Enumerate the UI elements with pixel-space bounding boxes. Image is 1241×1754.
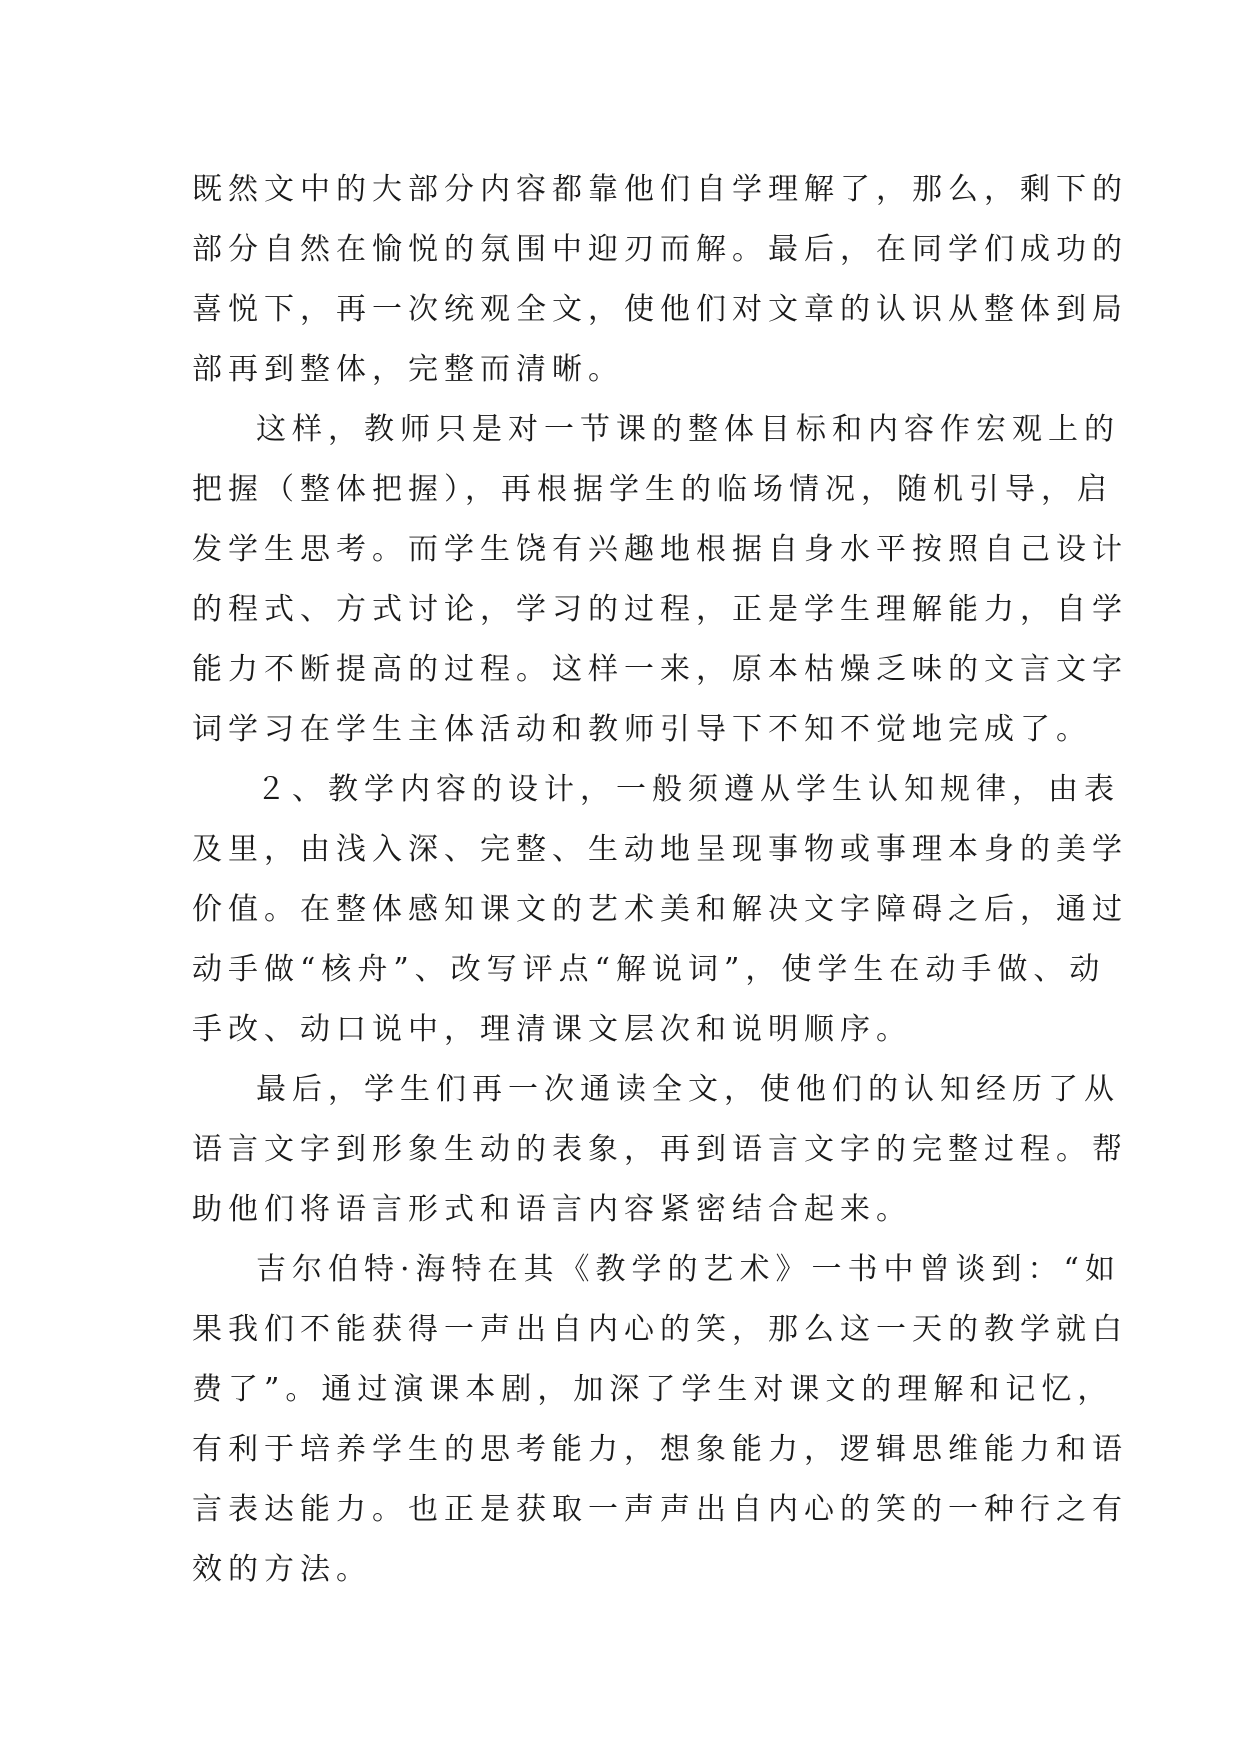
text-line: 词学习在学生主体活动和教师引导下不知不觉地完成了。 xyxy=(192,712,1092,747)
text-line: 助他们将语言形式和语言内容紧密结合起来。 xyxy=(192,1192,912,1227)
text-line: 既然文中的大部分内容都靠他们自学理解了，那么，剩下的 xyxy=(192,172,1128,207)
text-line: 手改、动口说中，理清课文层次和说明顺序。 xyxy=(192,1012,912,1047)
text-line: 的程式、方式讨论，学习的过程，正是学生理解能力，自学 xyxy=(192,592,1128,627)
text-line: ２、教学内容的设计，一般须遵从学生认知规律，由表 xyxy=(256,772,1120,807)
paragraph-2 xyxy=(192,400,1128,760)
text-line: 效的方法。 xyxy=(192,1552,372,1587)
text-line: 最后，学生们再一次通读全文，使他们的认知经历了从 xyxy=(256,1072,1120,1107)
paragraph-5 xyxy=(192,1240,1128,1600)
paragraph-1 xyxy=(192,160,1128,400)
text-line: 喜悦下，再一次统观全文，使他们对文章的认识从整体到局 xyxy=(192,292,1128,327)
text-line: 能力不断提高的过程。这样一来，原本枯燥乏味的文言文字 xyxy=(192,652,1128,687)
document-body xyxy=(192,160,1128,1600)
text-line: 语言文字到形象生动的表象，再到语言文字的完整过程。帮 xyxy=(192,1132,1128,1167)
text-line: 部再到整体，完整而清晰。 xyxy=(192,352,624,387)
text-line: 言表达能力。也正是获取一声声出自内心的笑的一种行之有 xyxy=(192,1492,1128,1527)
text-line: 把握（整体把握），再根据学生的临场情况，随机引导，启 xyxy=(192,472,1113,507)
text-line: 果我们不能获得一声出自内心的笑，那么这一天的教学就白 xyxy=(192,1312,1128,1347)
text-line: 吉尔伯特·海特在其《教学的艺术》一书中曾谈到：“如 xyxy=(256,1252,1121,1287)
text-line: 部分自然在愉悦的氛围中迎刃而解。最后，在同学们成功的 xyxy=(192,232,1128,267)
text-line: 动手做“核舟”、改写评点“解说词”，使学生在动手做、动 xyxy=(192,952,1106,987)
text-line: 价值。在整体感知课文的艺术美和解决文字障碍之后，通过 xyxy=(192,892,1128,927)
text-line: 这样，教师只是对一节课的整体目标和内容作宏观上的 xyxy=(256,412,1120,447)
text-line: 费了”。通过演课本剧，加深了学生对课文的理解和记忆， xyxy=(192,1372,1114,1407)
paragraph-3 xyxy=(192,760,1128,1060)
text-line: 有利于培养学生的思考能力，想象能力，逻辑思维能力和语 xyxy=(192,1432,1128,1467)
paragraph-4 xyxy=(192,1060,1128,1240)
text-line: 发学生思考。而学生饶有兴趣地根据自身水平按照自己设计 xyxy=(192,532,1128,567)
text-line: 及里，由浅入深、完整、生动地呈现事物或事理本身的美学 xyxy=(192,832,1128,867)
